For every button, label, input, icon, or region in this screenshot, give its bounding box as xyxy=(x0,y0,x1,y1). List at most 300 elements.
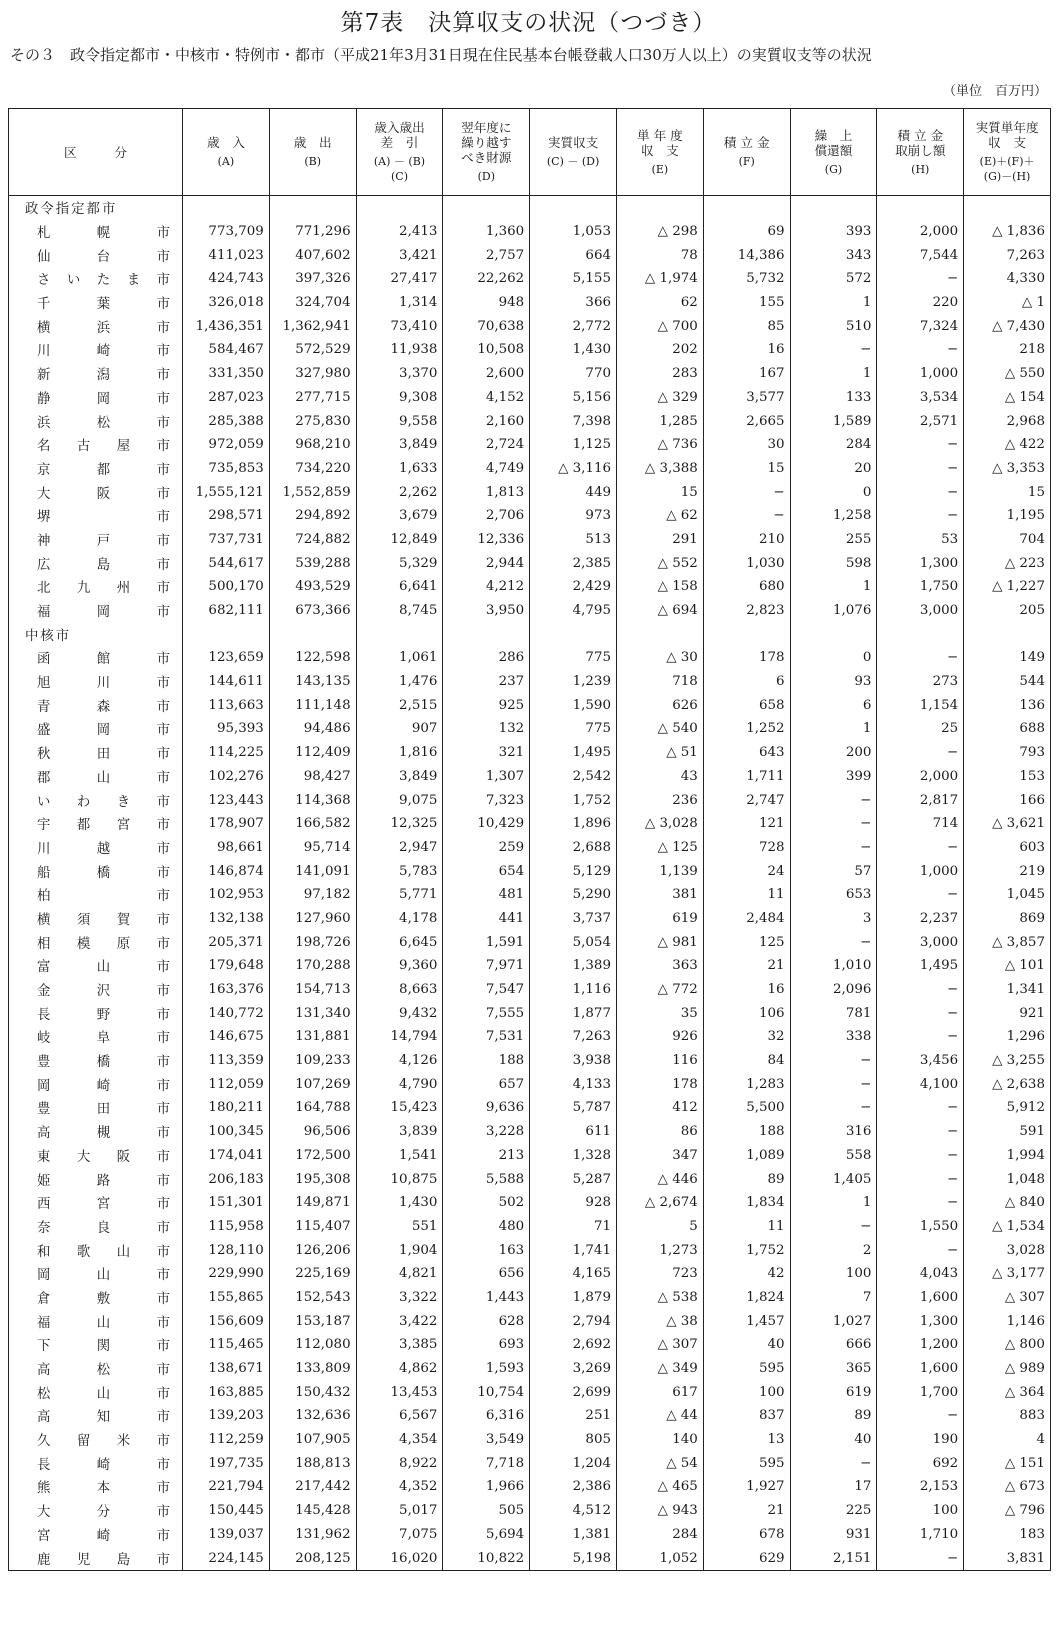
table-cell: 107,905 xyxy=(269,1428,356,1452)
table-cell: 5,329 xyxy=(356,551,443,575)
table-cell: 3,370 xyxy=(356,362,443,386)
table-cell: 154,713 xyxy=(269,978,356,1002)
table-cell: 5,129 xyxy=(530,859,617,883)
table-cell: 3,322 xyxy=(356,1286,443,1310)
table-body xyxy=(9,196,1051,1571)
table-cell: 948 xyxy=(443,291,530,315)
table-cell: 10,875 xyxy=(356,1167,443,1191)
table-cell: 598 xyxy=(790,551,877,575)
table-cell: 155 xyxy=(703,291,790,315)
table-row xyxy=(9,883,1051,907)
table-cell: 1,927 xyxy=(703,1475,790,1499)
city-name xyxy=(9,1238,183,1262)
table-cell: 1,710 xyxy=(877,1523,964,1547)
table-cell: △ 673 xyxy=(964,1475,1051,1499)
row-label: 広島市 xyxy=(37,557,170,573)
table-cell: 7,075 xyxy=(356,1523,443,1547)
column-header xyxy=(790,109,877,196)
city-name xyxy=(9,930,183,954)
table-cell: − xyxy=(790,788,877,812)
table-cell: 32 xyxy=(703,1025,790,1049)
city-name xyxy=(9,812,183,836)
table-cell: 8,663 xyxy=(356,978,443,1002)
table-cell: 183 xyxy=(964,1523,1051,1547)
table-cell: 595 xyxy=(703,1451,790,1475)
table-cell: 781 xyxy=(790,1001,877,1025)
table-cell: 1,053 xyxy=(530,220,617,244)
city-name xyxy=(9,1144,183,1168)
row-label: 船橋市 xyxy=(37,865,170,881)
column-header xyxy=(269,109,356,196)
table-cell: − xyxy=(877,338,964,362)
table-cell: △ 736 xyxy=(616,433,703,457)
row-label: 浜松市 xyxy=(37,415,170,431)
table-cell: 7,263 xyxy=(530,1025,617,1049)
table-cell: △ 3,353 xyxy=(964,457,1051,481)
table-row xyxy=(9,575,1051,599)
table-cell: 139,203 xyxy=(183,1404,270,1428)
table-cell: 365 xyxy=(790,1357,877,1381)
table-cell: 692 xyxy=(877,1451,964,1475)
row-label: 岡崎市 xyxy=(37,1078,170,1094)
table-cell: 682,111 xyxy=(183,599,270,623)
table-cell: 4,100 xyxy=(877,1072,964,1096)
table-cell: 13 xyxy=(703,1428,790,1452)
table-cell: 7,324 xyxy=(877,314,964,338)
table-cell: 145,428 xyxy=(269,1499,356,1523)
table-cell: − xyxy=(877,1001,964,1025)
city-name xyxy=(9,1333,183,1357)
table-cell: 5,198 xyxy=(530,1546,617,1570)
table-cell: 4,354 xyxy=(356,1428,443,1452)
table-cell: 259 xyxy=(443,836,530,860)
table-cell: 628 xyxy=(443,1309,530,1333)
table-cell: 1,966 xyxy=(443,1475,530,1499)
table-cell: 2,823 xyxy=(703,599,790,623)
city-name xyxy=(9,243,183,267)
table-cell: 3,549 xyxy=(443,1428,530,1452)
table-cell: 3,938 xyxy=(530,1049,617,1073)
table-cell: 643 xyxy=(703,741,790,765)
table-cell: 1,552,859 xyxy=(269,480,356,504)
table-cell: △ 550 xyxy=(964,362,1051,386)
table-cell: 149 xyxy=(964,646,1051,670)
row-label: 高松市 xyxy=(37,1363,170,1379)
table-cell: 338 xyxy=(790,1025,877,1049)
table-row xyxy=(9,836,1051,860)
table-cell: 113,359 xyxy=(183,1049,270,1073)
table-cell: 572,529 xyxy=(269,338,356,362)
table-cell: 3,422 xyxy=(356,1309,443,1333)
row-label: 横浜市 xyxy=(37,320,170,336)
table-cell: 724,882 xyxy=(269,528,356,552)
table-cell: 198,726 xyxy=(269,930,356,954)
table-cell: 1,154 xyxy=(877,693,964,717)
row-label: 横須賀市 xyxy=(37,912,170,928)
table-cell: − xyxy=(877,836,964,860)
table-cell: 1,307 xyxy=(443,765,530,789)
city-name xyxy=(9,528,183,552)
table-cell: △ 44 xyxy=(616,1404,703,1428)
table-cell: 4,749 xyxy=(443,457,530,481)
table-cell: 113,663 xyxy=(183,693,270,717)
table-cell: 40 xyxy=(790,1428,877,1452)
city-name xyxy=(9,883,183,907)
table-cell: 2,968 xyxy=(964,409,1051,433)
table-cell xyxy=(356,196,443,220)
table-cell: 393 xyxy=(790,220,877,244)
table-cell: △ 3,857 xyxy=(964,930,1051,954)
table-row xyxy=(9,386,1051,410)
table-cell: 1,273 xyxy=(616,1238,703,1262)
city-name xyxy=(9,599,183,623)
city-name xyxy=(9,954,183,978)
table-cell: 1,813 xyxy=(443,480,530,504)
city-name xyxy=(9,1001,183,1025)
table-cell: 140,772 xyxy=(183,1001,270,1025)
column-header-code: (E) xyxy=(651,162,669,176)
table-cell: 131,962 xyxy=(269,1523,356,1547)
table-cell: 1,816 xyxy=(356,741,443,765)
table-cell: 11 xyxy=(703,1215,790,1239)
row-label: 秋田市 xyxy=(37,747,170,763)
table-cell: 146,874 xyxy=(183,859,270,883)
row-label: 豊橋市 xyxy=(37,1055,170,1071)
table-cell xyxy=(877,196,964,220)
column-header xyxy=(9,109,183,196)
table-cell: 558 xyxy=(790,1144,877,1168)
table-cell: 7,971 xyxy=(443,954,530,978)
table-cell: △ 540 xyxy=(616,717,703,741)
row-label: 東大阪市 xyxy=(37,1149,170,1165)
table-cell xyxy=(443,622,530,646)
table-cell: 188 xyxy=(443,1049,530,1073)
column-header-code: (F) xyxy=(738,155,755,168)
table-cell: 237 xyxy=(443,670,530,694)
table-cell: △ 30 xyxy=(616,646,703,670)
table-cell: △ 981 xyxy=(616,930,703,954)
table-cell: 188 xyxy=(703,1120,790,1144)
table-cell: 115,958 xyxy=(183,1215,270,1239)
table-row xyxy=(9,362,1051,386)
table-cell: 7,718 xyxy=(443,1451,530,1475)
city-name xyxy=(9,693,183,717)
table-cell: 1,089 xyxy=(703,1144,790,1168)
table-cell: 12,336 xyxy=(443,528,530,552)
table-cell: 5,054 xyxy=(530,930,617,954)
table-cell: 907 xyxy=(356,717,443,741)
table-cell: 513 xyxy=(530,528,617,552)
table-cell: 2,944 xyxy=(443,551,530,575)
table-cell: △ 840 xyxy=(964,1191,1051,1215)
table-cell: 1,591 xyxy=(443,930,530,954)
table-cell: − xyxy=(877,267,964,291)
table-row xyxy=(9,1049,1051,1073)
table-cell: 178 xyxy=(616,1072,703,1096)
table-cell: 163,885 xyxy=(183,1380,270,1404)
table-cell: 12,849 xyxy=(356,528,443,552)
row-label: 柏市 xyxy=(37,889,170,905)
table-cell xyxy=(443,196,530,220)
table-cell: 347 xyxy=(616,1144,703,1168)
table-cell: 5 xyxy=(616,1215,703,1239)
table-cell: 218 xyxy=(964,338,1051,362)
table-cell: 100,345 xyxy=(183,1120,270,1144)
table-cell: − xyxy=(877,1191,964,1215)
table-cell: 277,715 xyxy=(269,386,356,410)
table-cell: 43 xyxy=(616,765,703,789)
table-row xyxy=(9,788,1051,812)
table-row xyxy=(9,1072,1051,1096)
table-cell: − xyxy=(790,338,877,362)
table-cell: △ 54 xyxy=(616,1451,703,1475)
table-cell: △ 1,534 xyxy=(964,1215,1051,1239)
table-cell: △ 101 xyxy=(964,954,1051,978)
table-cell: 163 xyxy=(443,1238,530,1262)
table-cell: 1,752 xyxy=(530,788,617,812)
table-cell: 73,410 xyxy=(356,314,443,338)
table-cell: △ 223 xyxy=(964,551,1051,575)
column-header-label: 実質単年度 収 支 xyxy=(975,120,1039,150)
table-cell: 510 xyxy=(790,314,877,338)
table-cell: 1,048 xyxy=(964,1167,1051,1191)
table-cell: 1,752 xyxy=(703,1238,790,1262)
table-cell: 8,922 xyxy=(356,1451,443,1475)
table-cell: 123,659 xyxy=(183,646,270,670)
column-header-code: (D) xyxy=(477,170,495,183)
table-cell: 111,148 xyxy=(269,693,356,717)
table-cell: 407,602 xyxy=(269,243,356,267)
table-cell: 22,262 xyxy=(443,267,530,291)
table-cell: 9,432 xyxy=(356,1001,443,1025)
row-label: 下関市 xyxy=(37,1339,170,1355)
city-name xyxy=(9,457,183,481)
table-cell: 5,771 xyxy=(356,883,443,907)
table-cell: 24 xyxy=(703,859,790,883)
table-cell: 4,512 xyxy=(530,1499,617,1523)
table-row xyxy=(9,812,1051,836)
table-row xyxy=(9,859,1051,883)
table-cell: 93 xyxy=(790,670,877,694)
table-cell: − xyxy=(790,1049,877,1073)
table-cell xyxy=(183,196,270,220)
table-cell: 1,495 xyxy=(530,741,617,765)
table-cell: 100 xyxy=(790,1262,877,1286)
table-cell: − xyxy=(877,1546,964,1570)
table-cell: 321 xyxy=(443,741,530,765)
row-label: 名古屋市 xyxy=(37,439,170,455)
table-cell: 127,960 xyxy=(269,907,356,931)
row-label: 仙台市 xyxy=(37,249,170,265)
table-cell: 4,330 xyxy=(964,267,1051,291)
table-cell: △ 3,177 xyxy=(964,1262,1051,1286)
table-cell: 219 xyxy=(964,859,1051,883)
city-name xyxy=(9,1499,183,1523)
table-cell: 141,091 xyxy=(269,859,356,883)
table-cell: 225 xyxy=(790,1499,877,1523)
table-cell: 591 xyxy=(964,1120,1051,1144)
table-cell: 1,711 xyxy=(703,765,790,789)
table-cell: 931 xyxy=(790,1523,877,1547)
table-cell: 27,417 xyxy=(356,267,443,291)
table-row xyxy=(9,338,1051,362)
table-cell: 775 xyxy=(530,646,617,670)
row-label: さいたま市 xyxy=(37,273,170,289)
table-row xyxy=(9,1451,1051,1475)
table-cell: 15 xyxy=(964,480,1051,504)
table-cell: 666 xyxy=(790,1333,877,1357)
table-row xyxy=(9,765,1051,789)
table-cell: 153 xyxy=(964,765,1051,789)
table-cell: 180,211 xyxy=(183,1096,270,1120)
column-header-code: (E)＋(F)＋ (G)－(H) xyxy=(979,155,1035,183)
table-row xyxy=(9,220,1051,244)
table-cell xyxy=(356,622,443,646)
row-label: 郡山市 xyxy=(37,770,170,786)
table-cell: 174,041 xyxy=(183,1144,270,1168)
table-row xyxy=(9,1523,1051,1547)
table-cell: 629 xyxy=(703,1546,790,1570)
table-cell: 2,542 xyxy=(530,765,617,789)
table-cell: 734,220 xyxy=(269,457,356,481)
table-row xyxy=(9,717,1051,741)
table-cell: 363 xyxy=(616,954,703,978)
table-row xyxy=(9,1546,1051,1570)
table-cell: − xyxy=(877,1096,964,1120)
table-cell: △ 2,638 xyxy=(964,1072,1051,1096)
table-cell: 284 xyxy=(616,1523,703,1547)
table-cell: 1,116 xyxy=(530,978,617,1002)
table-cell: 5,912 xyxy=(964,1096,1051,1120)
table-cell: 656 xyxy=(443,1262,530,1286)
table-cell xyxy=(616,196,703,220)
table-cell: 1,000 xyxy=(877,362,964,386)
table-cell: 178 xyxy=(703,646,790,670)
table-cell: 35 xyxy=(616,1001,703,1025)
table-cell: 98,427 xyxy=(269,765,356,789)
city-name xyxy=(9,978,183,1002)
table-cell: 595 xyxy=(703,1357,790,1381)
table-cell: 95,393 xyxy=(183,717,270,741)
table-cell: 140 xyxy=(616,1428,703,1452)
table-cell: 572 xyxy=(790,267,877,291)
table-cell: 1,076 xyxy=(790,599,877,623)
table-cell: 114,225 xyxy=(183,741,270,765)
table-cell: △ 154 xyxy=(964,386,1051,410)
city-name xyxy=(9,338,183,362)
city-name xyxy=(9,1380,183,1404)
row-label: 高槻市 xyxy=(37,1126,170,1142)
table-cell: 1,600 xyxy=(877,1357,964,1381)
table-cell: 121 xyxy=(703,812,790,836)
table-cell: △ 2,674 xyxy=(616,1191,703,1215)
table-cell: 2,794 xyxy=(530,1309,617,1333)
table-cell: 1,877 xyxy=(530,1001,617,1025)
table-row xyxy=(9,1096,1051,1120)
table-row xyxy=(9,243,1051,267)
table-cell: 1,430 xyxy=(356,1191,443,1215)
row-label: 倉敷市 xyxy=(37,1291,170,1307)
table-cell: 6,567 xyxy=(356,1404,443,1428)
row-label: 堺市 xyxy=(37,510,170,526)
table-cell: 102,953 xyxy=(183,883,270,907)
row-label: 福山市 xyxy=(37,1315,170,1331)
table-cell: 1,239 xyxy=(530,670,617,694)
table-cell: 551 xyxy=(356,1215,443,1239)
table-cell: 6,645 xyxy=(356,930,443,954)
table-cell: 481 xyxy=(443,883,530,907)
table-cell xyxy=(877,622,964,646)
table-cell: 2,000 xyxy=(877,220,964,244)
city-name xyxy=(9,1357,183,1381)
table-cell: △ 125 xyxy=(616,836,703,860)
table-cell: 2,947 xyxy=(356,836,443,860)
city-name xyxy=(9,836,183,860)
row-label: 福岡市 xyxy=(37,605,170,621)
table-cell: 1,896 xyxy=(530,812,617,836)
table-cell: 115,465 xyxy=(183,1333,270,1357)
table-cell: 9,075 xyxy=(356,788,443,812)
table-cell: 611 xyxy=(530,1120,617,1144)
table-cell: 16 xyxy=(703,978,790,1002)
table-cell: 735,853 xyxy=(183,457,270,481)
table-cell: 197,735 xyxy=(183,1451,270,1475)
table-cell: 4,178 xyxy=(356,907,443,931)
table-cell: 131,881 xyxy=(269,1025,356,1049)
city-name xyxy=(9,1049,183,1073)
table-cell: △ 800 xyxy=(964,1333,1051,1357)
column-header-code: (B) xyxy=(304,155,322,168)
table-cell: 502 xyxy=(443,1191,530,1215)
table-cell: 480 xyxy=(443,1215,530,1239)
table-cell: 4,862 xyxy=(356,1357,443,1381)
table-cell: △ 38 xyxy=(616,1309,703,1333)
table-cell: 925 xyxy=(443,693,530,717)
table-cell: 132 xyxy=(443,717,530,741)
table-cell: 1,555,121 xyxy=(183,480,270,504)
table-cell: − xyxy=(877,646,964,670)
city-name xyxy=(9,741,183,765)
table-cell xyxy=(616,622,703,646)
table-cell: 144,611 xyxy=(183,670,270,694)
table-cell: 2,747 xyxy=(703,788,790,812)
table-cell: 1,341 xyxy=(964,978,1051,1002)
table-cell: 500,170 xyxy=(183,575,270,599)
table-cell: 399 xyxy=(790,765,877,789)
table-cell: 544 xyxy=(964,670,1051,694)
table-cell: 837 xyxy=(703,1404,790,1428)
table-cell: 4,790 xyxy=(356,1072,443,1096)
column-header-label: 繰 上 償還額 xyxy=(814,127,853,158)
table-cell: − xyxy=(877,1025,964,1049)
table-cell: 869 xyxy=(964,907,1051,931)
table-cell: 149,871 xyxy=(269,1191,356,1215)
table-cell: 1,010 xyxy=(790,954,877,978)
table-cell: 714 xyxy=(877,812,964,836)
table-cell: − xyxy=(877,1167,964,1191)
table-cell: 12,325 xyxy=(356,812,443,836)
table-cell: 16,020 xyxy=(356,1546,443,1570)
table-row xyxy=(9,1475,1051,1499)
table-cell: 133 xyxy=(790,386,877,410)
table-cell: 1,590 xyxy=(530,693,617,717)
table-cell: 1,139 xyxy=(616,859,703,883)
table-cell: 680 xyxy=(703,575,790,599)
row-label: 奈良市 xyxy=(37,1220,170,1236)
table-cell: 115,407 xyxy=(269,1215,356,1239)
table-cell: − xyxy=(790,1215,877,1239)
table-title: 第7表 決算収支の状況（つづき） xyxy=(340,10,717,36)
